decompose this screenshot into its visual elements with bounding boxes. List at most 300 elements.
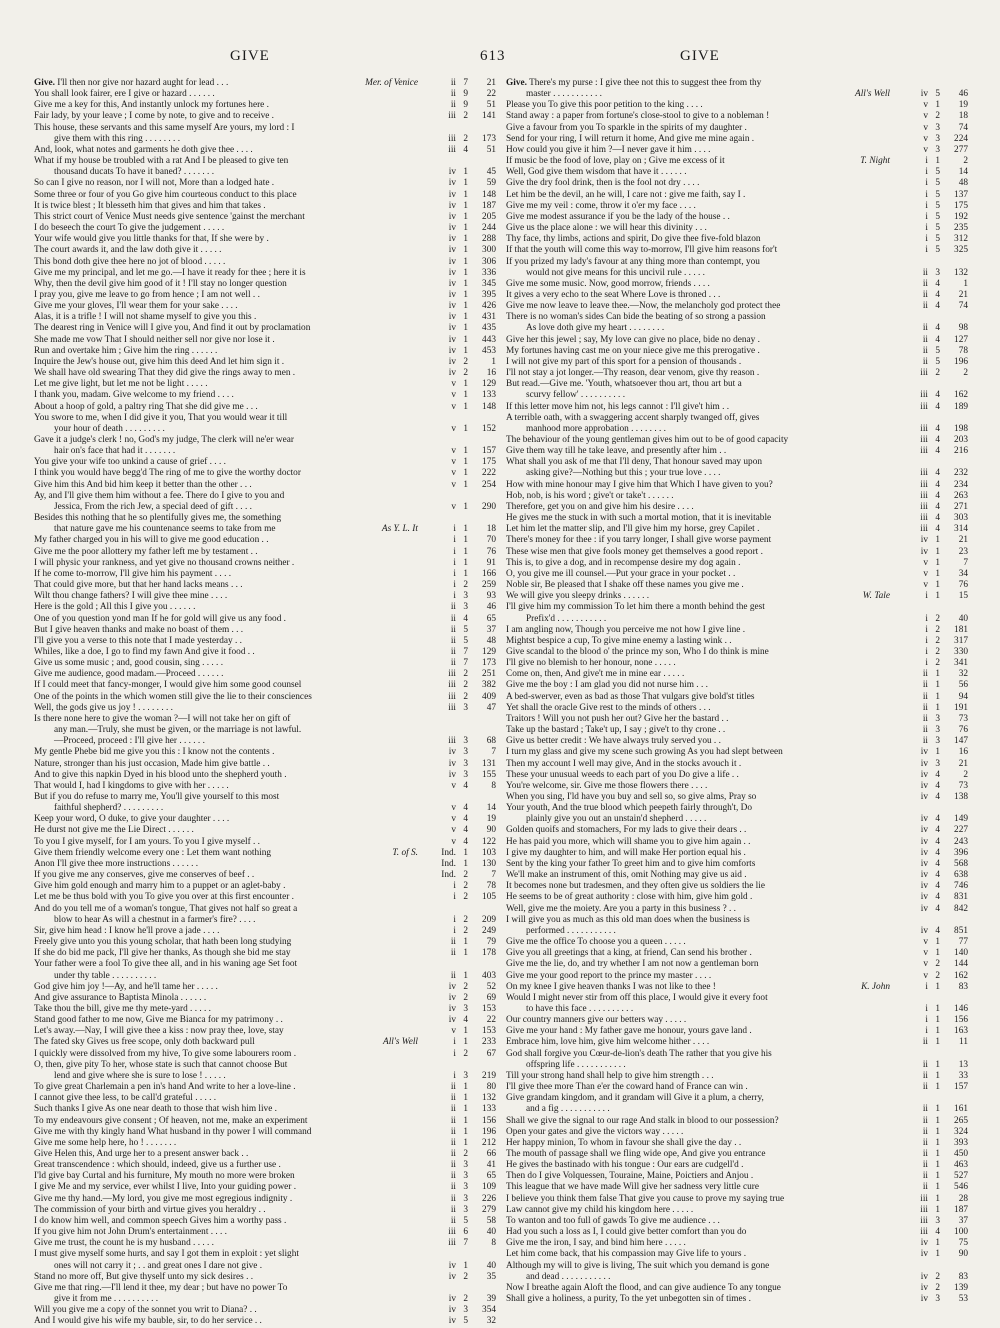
quotation-text: I do know him well, and common speech Gives him a worthy pass . [34,1215,287,1226]
concordance-line [506,268,968,279]
reference [890,1249,968,1260]
reference-line-number: 68 [486,736,496,747]
reference-act: ii [450,1160,456,1171]
reference-scene [928,602,940,613]
quotation-text: Give me your good report to the prince my master . . . . [506,970,712,981]
reference-scene: 4 [935,401,940,412]
reference-act: iv [920,1249,928,1260]
reference-act: ii [922,1126,928,1137]
reference [418,1049,496,1060]
reference-act: iii [448,669,456,680]
reference-act: i [925,223,928,234]
reference-line-number: 133 [482,1104,496,1115]
reference-line-number: 746 [954,881,968,892]
concordance-line [34,881,496,892]
concordance-line [506,335,968,346]
reference [418,178,496,189]
reference-scene: 5 [463,1316,468,1327]
reference-line-number: 28 [958,1193,968,1204]
concordance-line [506,167,968,178]
reference-scene: 2 [935,1271,940,1282]
reference-line-number: 1 [963,278,968,289]
reference-act: iii [448,133,456,144]
reference [890,323,968,334]
reference-act: v [451,836,456,847]
concordance-line [506,692,968,703]
quotation-text: To give great Charlemain a pen in's hand And write to her a love-line . [34,1082,296,1093]
reference-act: iii [920,468,928,479]
reference-scene: 3 [463,758,468,769]
reference-line-number: 409 [482,691,496,702]
concordance-line [34,1227,496,1238]
reference-scene: 4 [935,881,940,892]
reference-line-number: 251 [482,669,496,680]
quotation-text: About a hoop of gold, a paltry ring That she did give me . . . [34,401,258,412]
reference-scene [456,435,468,446]
reference-scene: 1 [463,189,468,200]
reference-act: iii [448,691,456,702]
reference-scene: 5 [935,356,940,367]
quotation-text: give them with this ring . . . . . . . . [54,133,181,144]
concordance-line [34,569,496,580]
left-column [34,78,496,1328]
reference-line-number: 144 [954,959,968,970]
reference-line-number: 157 [954,1082,968,1093]
reference [890,245,968,256]
quotation-text: Stand away : a paper from fortune's close-stool to give to a nobleman ! [506,111,770,122]
reference-line-number: 443 [482,334,496,345]
reference-scene: 1 [463,267,468,278]
reference-scene: 2 [463,356,468,367]
reference-scene [456,413,468,424]
reference-act: iv [448,167,456,178]
reference [890,212,968,223]
reference-line-number [468,156,496,167]
reference [418,1272,496,1283]
concordance-line [34,178,496,189]
reference-line-number: 851 [954,925,968,936]
reference-scene: 1 [463,1137,468,1148]
reference [890,814,968,825]
reference-line-number: 91 [486,557,496,568]
quotation-text: If that the youth will come this way to-morrow, I'll give him reasons for't [506,245,778,256]
reference [418,502,496,513]
reference-line-number: 19 [958,100,968,111]
concordance-line [506,1283,968,1294]
quotation-text: How could you give it him ?—I never gave it him . . . . [506,144,711,155]
concordance-line [506,1238,968,1249]
reference-act: ii [922,736,928,747]
reference-line-number: 51 [486,100,496,111]
reference [890,535,968,546]
reference-act: iv [448,345,456,356]
reference-act: iv [448,234,456,245]
quotation-text: Here is the gold ; All this I give you . . . . . . [34,602,196,613]
reference [890,1205,968,1216]
concordance-line [34,513,496,524]
reference-line-number: 140 [954,948,968,959]
concordance-line [34,100,496,111]
reference [418,948,496,959]
concordance-line [34,1160,496,1171]
concordance-line [34,982,496,993]
reference-scene: 4 [463,825,468,836]
reference-act [902,1049,928,1060]
reference [418,535,496,546]
quotation-text: My father charged you in his will to give me good education . . [34,535,269,546]
reference [418,1116,496,1127]
quotation-text: This bond doth give thee here no jot of blood . . . . . [34,256,226,267]
reference-scene: 2 [935,635,940,646]
headword: Give. [34,78,55,88]
concordance-line [34,971,496,982]
quotation-text: God shall forgive you Cœur-de-lion's death The rather that you give his [506,1048,772,1059]
concordance-line [34,1249,496,1260]
reference-act: iv [448,200,456,211]
quotation-text: The behaviour of the young gentleman gives him out to be of good capacity [506,435,789,445]
quotation-text: Such thanks I give As one near death to those that wish him live . [34,1104,277,1115]
concordance-line [34,547,496,558]
reference-act: ii [922,1149,928,1159]
concordance-line [506,825,968,836]
reference-scene: 4 [935,435,940,445]
reference [418,825,496,836]
reference [418,1171,496,1182]
reference [890,1004,968,1015]
quotation-text: Let him be the devil, an he will, I care not : give me faith, say I . [506,189,746,200]
reference-scene: 2 [463,992,468,1003]
reference [418,435,496,446]
reference-scene: 3 [935,1294,940,1305]
reference [890,848,968,859]
reference-scene: 3 [463,1171,468,1182]
reference-line-number: 300 [482,245,496,256]
quotation-text: We shall have old swearing That they did give the rings away to men . [34,368,296,379]
reference-scene: 1 [463,1093,468,1104]
reference-scene: 4 [935,836,940,847]
reference [890,379,968,390]
reference [418,1127,496,1138]
reference-line-number: 149 [954,814,968,825]
reference-scene: 5 [935,178,940,189]
reference [890,714,968,725]
concordance-line [506,736,968,747]
reference-line-number: 336 [482,267,496,278]
concordance-line [506,1227,968,1238]
concordance-line [34,770,496,781]
quotation-text: O, you give me ill counsel.—Put your grace in your pocket . . [506,568,736,579]
reference-scene: 4 [935,390,940,401]
quotation-text: One of the points in the which women still give the lie to their consciences [34,691,312,702]
reference-scene: 1 [935,1160,940,1171]
reference-line-number [940,915,968,926]
quotation-text: I give my daughter to him, and will make Her portion equal his . [506,847,746,858]
quotation-text: Stand good father to me now, Give me Bianca for my patrimony . . [34,1015,283,1026]
reference-scene: 1 [463,535,468,546]
reference-scene [928,78,940,89]
reference-line-number: 133 [482,390,496,401]
concordance-line [34,134,496,145]
reference-act: i [453,557,456,568]
reference-scene: 1 [463,1104,468,1115]
reference-line-number: 75 [958,1238,968,1249]
reference-act: v [923,100,928,111]
reference [418,201,496,212]
quotation-text: any man.—Truly, she must be given, or the marriage is not lawful. [54,725,302,736]
concordance-line [506,480,968,491]
concordance-line [34,535,496,546]
reference [890,803,968,814]
reference-act: iv [920,1294,928,1305]
reference [890,1082,968,1093]
concordance-line [34,1261,496,1272]
reference-scene: 1 [935,747,940,758]
quotation-text: This is, to give a dog, and in recompense desire my dog again . [506,557,741,568]
reference [890,770,968,781]
reference [418,1026,496,1037]
reference-scene: 5 [463,635,468,646]
quotation-text: I give Me and my service, ever whilst I live, Into your guiding power . [34,1182,297,1193]
reference-act: i [925,591,928,602]
concordance-line [34,424,496,435]
reference-line-number: 18 [958,111,968,122]
reference-act: iv [920,858,928,869]
reference-act [430,1283,456,1294]
reference-line-number: 98 [958,323,968,334]
concordance-line [506,870,968,881]
reference-line-number: 325 [954,245,968,256]
reference-act: ii [450,1193,456,1204]
reference-line-number: 67 [486,1048,496,1059]
reference-act [902,602,928,613]
reference-line-number: 93 [486,591,496,602]
concordance-line [506,892,968,903]
reference-line-number: 435 [482,323,496,334]
reference [418,781,496,792]
reference-scene: 4 [463,613,468,624]
reference-act: iv [920,870,928,881]
reference-line-number: 2 [963,156,968,167]
reference [890,736,968,747]
quotation-text: I must give myself some hurts, and say I got them in exploit : yet slight [34,1249,299,1260]
reference [418,1261,496,1272]
reference-scene [928,257,940,268]
reference-scene: 4 [935,301,940,312]
concordance-line [34,446,496,457]
reference-scene [928,1093,940,1104]
reference [890,123,968,134]
reference-line-number: 178 [482,948,496,959]
reference-line-number: 37 [958,1215,968,1226]
quotation-text: If she do bid me pack, I'll give her thanks, As though she bid me stay [34,948,291,959]
reference-scene: 1 [463,457,468,468]
reference [418,212,496,223]
reference [418,658,496,669]
reference-act: i [453,892,456,903]
reference-scene: 4 [935,334,940,345]
reference [890,825,968,836]
reference [418,1216,496,1227]
reference-act: i [925,234,928,245]
concordance-line [506,1160,968,1171]
reference [890,948,968,959]
quotation-text: Sent by the king your father To greet him and to give him comforts [506,858,756,869]
reference-act: ii [450,937,456,948]
concordance-line [34,212,496,223]
quotation-text: Then my account I well may give, And in the stocks avouch it . [506,758,742,769]
reference [418,602,496,613]
quotation-text: You shall look fairer, ere I give or hazard . . . . . . [34,89,215,100]
reference-scene: 7 [463,1238,468,1249]
concordance-line [506,747,968,758]
reference-line-number: 153 [482,1003,496,1014]
reference-act: ii [450,1171,456,1182]
reference-line-number: 46 [486,602,496,613]
quotation-text: On my knee I give heaven thanks I was not like to thee ! [506,981,716,992]
reference-scene: 4 [935,446,940,457]
reference-act: i [925,189,928,200]
reference-line-number: 105 [482,892,496,903]
reference-scene: 5 [463,624,468,635]
reference-act: i [453,1070,456,1081]
reference [418,1138,496,1149]
concordance-line [506,848,968,859]
reference-scene: 5 [935,345,940,356]
quotation-text: Let him come back, that his compassion may Give life to yours . [506,1249,747,1260]
reference-scene: 1 [463,345,468,356]
quotation-text: Give grandam kingdom, and it grandam will Give it a plum, a cherry, [506,1093,764,1104]
reference-scene: 3 [935,144,940,155]
quotation-text: What if my house be troubled with a rat And I be pleased to give ten [34,156,289,167]
reference [890,268,968,279]
reference [418,647,496,658]
reference [418,1227,496,1238]
reference-act: iv [920,1271,928,1282]
quotation-text: Will you give me a copy of the sonnet you writ to Diana? . . [34,1305,257,1316]
reference [890,792,968,803]
reference-scene: 1 [935,948,940,959]
reference-scene: 2 [463,1048,468,1059]
quotation-text: And give assurance to Baptista Minola . . . . . . [34,992,207,1003]
reference-line-number [940,602,968,613]
concordance-line [34,625,496,636]
reference-act: iv [920,814,928,825]
reference-scene: 1 [463,390,468,401]
reference [890,1227,968,1238]
concordance-line [506,513,968,524]
quotation-text: Jessica, From the rich Jew, a special deed of gift . . . . [54,501,252,512]
reference-line-number: 146 [954,1003,968,1014]
reference [890,134,968,145]
quotation-text: I do beseech the court To give the judgement . . . . . [34,223,225,234]
quotation-text: Give him this And bid him keep it better than the other . . . [34,479,252,490]
concordance-line [34,301,496,312]
concordance-line [506,1127,968,1138]
reference-scene: 4 [935,903,940,914]
reference-line-number: 265 [954,1115,968,1126]
concordance-line [34,123,496,134]
reference [418,1015,496,1026]
concordance-line [34,89,496,100]
reference [418,1249,496,1260]
concordance-line [34,201,496,212]
reference-scene: 1 [935,1059,940,1070]
reference-act: i [925,613,928,624]
reference-line-number: 131 [482,758,496,769]
concordance-line [506,446,968,457]
concordance-line [34,1004,496,1015]
reference-act: iii [920,401,928,412]
concordance-line [34,323,496,334]
reference-act: ii [450,613,456,624]
reference-act: iv [448,1305,456,1316]
reference-line-number: 279 [482,1204,496,1215]
reference-scene: 1 [935,557,940,568]
quotation-text: To you I give myself, for I am yours. To you I give myself . . [34,836,261,847]
concordance-line [506,1093,968,1104]
reference-act: v [451,1026,456,1037]
quotation-text: Yet shall the oracle Give rest to the minds of others . . . [506,702,711,713]
reference-act: ii [450,624,456,635]
reference-act: ii [922,334,928,345]
reference-scene: 1 [463,289,468,300]
concordance-line [34,312,496,323]
reference-line-number: 74 [958,301,968,312]
reference-scene: 3 [463,1182,468,1193]
reference-scene: 1 [935,568,940,579]
reference-scene: 5 [935,200,940,211]
reference-act: iv [448,289,456,300]
reference-line-number: 65 [486,1171,496,1182]
reference-scene: 1 [463,167,468,178]
reference-act: ii [450,1215,456,1226]
concordance-line [506,1037,968,1048]
reference-scene [456,725,468,736]
reference [418,257,496,268]
reference-act: iv [920,747,928,758]
reference-scene: 3 [935,713,940,724]
reference [418,1294,496,1305]
reference [418,971,496,982]
reference-line-number: 16 [958,747,968,758]
reference-scene: 2 [463,981,468,992]
reference [418,524,496,535]
reference-act: v [923,111,928,122]
reference [418,368,496,379]
concordance-line [506,591,968,602]
concordance-line [506,89,968,100]
reference-act: iii [920,435,928,445]
reference-line-number: 39 [486,1294,496,1305]
reference-scene: 3 [463,1160,468,1171]
reference-line-number: 40 [958,613,968,624]
concordance-line [506,145,968,156]
reference [418,747,496,758]
concordance-line [506,357,968,368]
quotation-text: Let me give light, but let me not be light . . . . . [34,379,208,390]
reference-scene: 9 [463,100,468,111]
reference-line-number: 141 [482,111,496,122]
concordance-line [506,959,968,970]
reference-act: i [925,981,928,992]
reference-act: iii [920,423,928,434]
reference [418,881,496,892]
concordance-line [506,937,968,948]
quotation-text: It is twice blest ; It blesseth him that gives and him that takes . [34,200,266,211]
quotation-text: He gives the bastinado with his tongue : Our ears are cudgell'd . [506,1160,744,1171]
reference-scene: 4 [463,814,468,825]
quotation-text: That would I, had I kingdoms to give with her . . . . . [34,780,229,791]
